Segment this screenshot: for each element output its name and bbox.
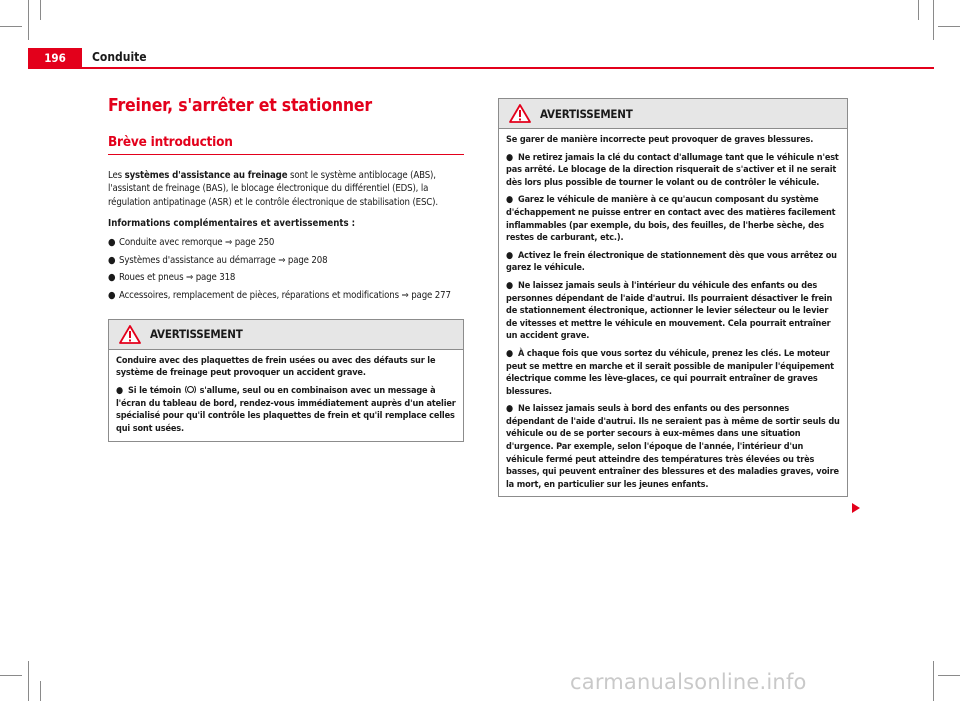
intro-bold: systèmes d'assistance au freinage xyxy=(124,170,288,181)
bullet-icon: ● xyxy=(116,385,123,396)
warning-triangle-icon xyxy=(509,104,531,123)
crop-mark xyxy=(933,661,934,701)
warning-text: Ne laissez jamais seuls à l'intérieur du véhicule des enfants ou des personnes dépendant de l'aide d'autrui. Ils pourraient désactiver le frein de stationnement électronique, actionner le levier sélecteur ou le levier de vitesses et mettre le véhicule en mouvement. Cela pourrait entraîner un accident grave. xyxy=(506,280,833,342)
bullet-icon: ● xyxy=(506,280,513,291)
section-header: Conduite xyxy=(92,50,147,64)
warning-text: Ne retirez jamais la clé du contact d'allumage tant que le véhicule n'est pas arrêté. Le blocage de la direction risquerait de s'activer et il ne serait dès lors plus possible de tourner le volant ou de contrôler le véhicule. xyxy=(506,152,839,188)
bullet-icon: ● xyxy=(108,290,116,302)
list-item[interactable] xyxy=(108,289,464,302)
warning-bullet xyxy=(506,403,840,491)
warning-triangle-icon xyxy=(119,325,141,344)
crop-mark xyxy=(28,661,29,701)
reference-list xyxy=(108,236,464,303)
warning-intro: Se garer de manière incorrecte peut provoquer de graves blessures. xyxy=(506,135,814,145)
list-item[interactable] xyxy=(108,254,464,267)
bullet-icon: ● xyxy=(108,272,116,284)
warning-bullet xyxy=(506,194,840,244)
warning-intro: Conduire avec des plaquettes de frein usées ou avec des défauts sur le système de freinage peut provoquer un accident grave. xyxy=(116,355,436,379)
reference-link[interactable]: Accessoires, remplacement de pièces, réparations et modifications ⇒ page 277 xyxy=(119,290,451,302)
warning-title: AVERTISSEMENT xyxy=(150,327,243,342)
crop-mark xyxy=(918,0,919,20)
brake-warning-icon xyxy=(184,385,197,394)
crop-mark xyxy=(28,0,29,40)
crop-mark xyxy=(40,681,41,701)
warning-title: AVERTISSEMENT xyxy=(540,106,633,121)
warning-bullet xyxy=(506,280,840,343)
warning-body xyxy=(499,129,847,496)
warning-bullet xyxy=(506,152,840,190)
crop-mark xyxy=(938,26,960,27)
warning-text: Garez le véhicule de manière à ce qu'aucun composant du système d'échappement ne puisse entrer en contact avec des matières facilement inflammables (par exemple, du bois, des feuilles, de l'herbe sèche, des restes de carburant, etc.). xyxy=(506,195,836,244)
watermark: carmanualsonline.info xyxy=(570,670,807,694)
warning-box xyxy=(108,319,464,443)
crop-mark xyxy=(933,0,934,40)
bullet-icon: ● xyxy=(506,404,513,415)
warning-header xyxy=(499,99,847,129)
continue-arrow-icon[interactable] xyxy=(852,503,860,513)
warning-text: À chaque fois que vous sortez du véhicule, prenez les clés. Le moteur peut se mettre en marche et il serait possible de manipuler l'équipement électrique comme les lève-glaces, ce qui pourrait entraîner de graves blessures. xyxy=(506,348,834,397)
bullet-icon: ● xyxy=(108,254,116,266)
warning-box xyxy=(498,98,848,497)
reference-link[interactable]: Roues et pneus ⇒ page 318 xyxy=(119,272,236,284)
crop-mark xyxy=(938,675,960,676)
page-number: 196 xyxy=(28,48,82,67)
intro-paragraph xyxy=(108,169,464,209)
crop-mark xyxy=(0,26,22,27)
header-rule xyxy=(28,67,934,69)
warning-bullet xyxy=(116,385,456,435)
bullet-icon: ● xyxy=(506,250,513,261)
reference-link[interactable]: Systèmes d'assistance au démarrage ⇒ page 208 xyxy=(119,254,328,266)
list-item[interactable] xyxy=(108,236,464,249)
reference-link[interactable]: Conduite avec remorque ⇒ page 250 xyxy=(119,236,275,248)
list-item[interactable] xyxy=(108,271,464,284)
page-title: Freiner, s'arrêter et stationner xyxy=(108,96,372,116)
intro-prefix: Les xyxy=(108,170,125,181)
bullet-icon: ● xyxy=(108,236,116,248)
subsection-title: Brève introduction xyxy=(108,134,464,155)
bullet-icon: ● xyxy=(506,195,513,206)
warning-bullet xyxy=(506,348,840,398)
crop-mark xyxy=(40,0,41,20)
crop-mark xyxy=(0,675,22,676)
warning-header xyxy=(109,320,463,350)
warning-body xyxy=(109,350,463,442)
warning-text: Ne laissez jamais seuls à bord des enfants ou des personnes dépendant de l'aide d'autrui. Ils ne seraient pas à même de sortir seuls du véhicule ou de se porter secours à eux-mêmes dans une situation d'urgence. Par exemple, selon l'époque de l'année, l'intérieur d'un véhicule fermé peut atteindre des températures très élevées ou très basses, qui peuvent entraîner des blessures et des maladies graves, voire la mort, en particulier sur les jeunes enfants. xyxy=(506,404,840,490)
warning-text: s'allume, seul ou en combinaison avec un message à l'écran du tableau de bord, rendez-vous immédiatement auprès d'un atelier spécialisé pour qu'il contrôle les plaquettes de frein et qu'il remplace celles qui sont usées. xyxy=(116,385,456,434)
info-heading: Informations complémentaires et avertissements : xyxy=(108,218,356,230)
warning-bullet xyxy=(506,250,840,275)
warning-text: Activez le frein électronique de stationnement dès que vous arrêtez ou garez le véhicule. xyxy=(506,250,837,274)
intro-text: sont le système antiblocage (ABS), l'assistant de freinage (BAS), le blocage électronique du différentiel (EDS), la régulation antipatinage (ASR) et le contrôle électronique de stabilisation (ESC). xyxy=(108,170,438,208)
left-column xyxy=(108,96,464,442)
bullet-icon: ● xyxy=(506,152,513,163)
warning-text: Si le témoin xyxy=(128,385,184,396)
bullet-icon: ● xyxy=(506,348,513,359)
right-column xyxy=(498,98,848,497)
